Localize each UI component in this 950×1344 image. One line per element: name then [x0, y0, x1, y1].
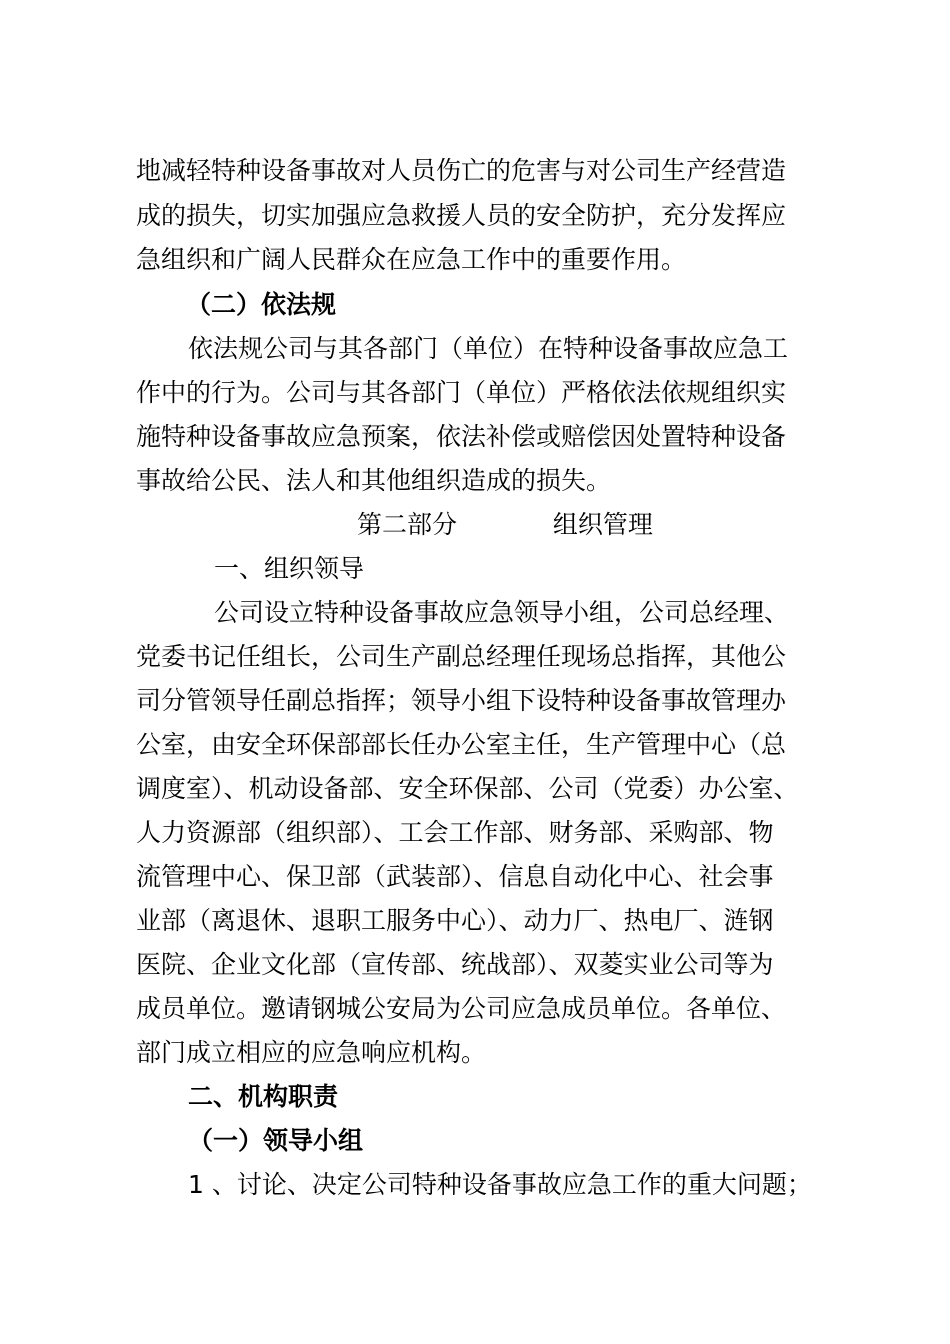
- org-paragraph-line-7: 流管理中心、保卫部（武装部）、信息自动化中心、社会事: [136, 862, 774, 891]
- part-title: 组织管理: [552, 510, 653, 539]
- org-paragraph-line-6: 人力资源部（组织部）、工会工作部、财务部、采购部、物: [136, 818, 774, 847]
- org-paragraph-line-9: 医院、企业文化部（宣传部、统战部）、双菱实业公司等为: [136, 950, 774, 979]
- org-paragraph-line-4: 公室，由安全环保部部长任办公室主任，生产管理中心（总: [136, 730, 787, 759]
- intro-paragraph-line-1: 地减轻特种设备事故对人员伤亡的危害与对公司生产经营造: [136, 156, 787, 185]
- heading-legal-compliance: （二）依法规: [186, 290, 337, 319]
- part-number: 第二部分: [357, 510, 458, 539]
- legal-paragraph-line-1: 依法规公司与其各部门（单位）在特种设备事故应急工: [188, 334, 789, 363]
- section-organization-leadership: 一、组织领导: [214, 554, 365, 583]
- org-paragraph-line-10: 成员单位。邀请钢城公安局为公司应急成员单位。各单位、: [136, 994, 787, 1023]
- list-item-1: 1 、讨论、决定公司特种设备事故应急工作的重大问题；: [188, 1170, 812, 1199]
- subsection-leadership-group: （一）领导小组: [188, 1126, 364, 1155]
- legal-paragraph-line-4: 事故给公民、法人和其他组织造成的损失。: [136, 466, 612, 495]
- legal-paragraph-line-3: 施特种设备事故应急预案，依法补偿或赔偿因处置特种设备: [136, 422, 787, 451]
- org-paragraph-line-1: 公司设立特种设备事故应急领导小组，公司总经理、: [214, 598, 790, 627]
- part-heading: [357, 509, 653, 541]
- org-paragraph-line-2: 党委书记任组长，公司生产副总经理任现场总指挥，其他公: [136, 642, 787, 671]
- org-paragraph-line-8: 业部（离退休、退职工服务中心）、动力厂、热电厂、涟钢: [136, 906, 774, 935]
- legal-paragraph-line-2: 作中的行为。公司与其各部门（单位）严格依法依规组织实: [136, 378, 787, 407]
- org-paragraph-line-11: 部门成立相应的应急响应机构。: [136, 1038, 487, 1067]
- section-organization-duties: 二、机构职责: [188, 1082, 339, 1111]
- intro-paragraph-line-3: 急组织和广阔人民群众在应急工作中的重要作用。: [136, 245, 687, 274]
- org-paragraph-line-3: 司分管领导任副总指挥；领导小组下设特种设备事故管理办: [136, 686, 787, 715]
- intro-paragraph-line-2: 成的损失，切实加强应急救援人员的安全防护，充分发挥应: [136, 201, 787, 230]
- org-paragraph-line-5: 调度室）、机动设备部、安全环保部、公司（党委）办公室、: [136, 774, 799, 803]
